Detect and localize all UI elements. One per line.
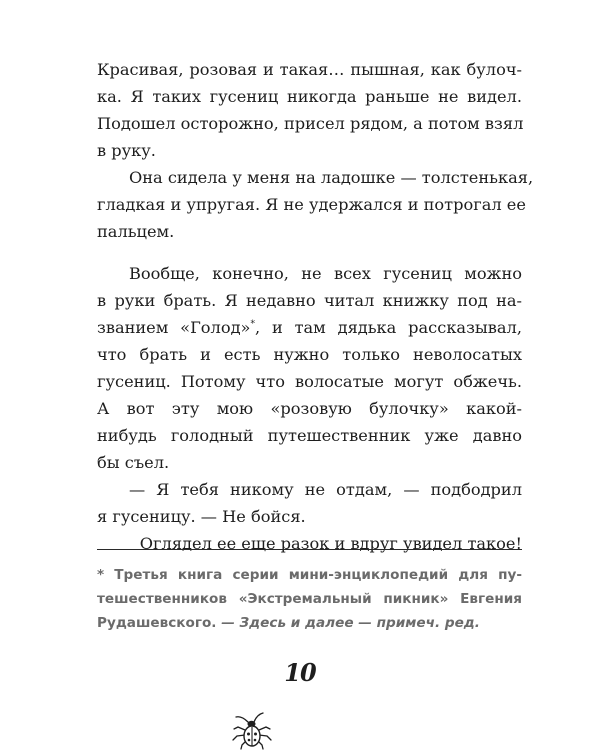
text-fragment: званием «Голод» [97,318,251,337]
text-line: в руки брать. Я недавно читал книжку под на- [97,291,522,310]
footnote-mark: * [250,319,255,330]
text-line: Она сидела у меня на ладошке — толстенькая, [129,168,534,187]
text-line: гусениц. Потому что волосатые могут обжечь. [97,372,522,391]
text-line-with-footnote [97,314,522,341]
dialogue-line: — Я тебя никому не отдам, — подбодрил [129,480,522,499]
footnote-line [97,611,522,635]
beetle-icon [228,710,276,750]
footnote-divider [97,549,522,550]
dialogue-line: я гусеницу. — Не бойся. [97,507,306,526]
text-block-bottom [97,260,522,557]
text-block-top [97,56,534,245]
page-number: 10 [284,658,316,687]
editor-note: — Здесь и далее — примеч. ред. [221,615,480,631]
text-line: пальцем. [97,222,175,241]
text-line: Вообще, конечно, не всех гусениц можно [129,264,522,283]
text-line: гладкая и упругая. Я не удержался и потрогал ее [97,195,526,214]
text-line: ка. Я таких гусениц никогда раньше не видел. [97,87,522,106]
text-line: Оглядел ее еще разок и вдруг увидел такое! [139,534,522,553]
text-line: в руку. [97,141,156,160]
text-line: А вот эту мою «розовую булочку» какой- [97,399,522,418]
text-line: Подошел осторожно, присел рядом, а потом взял [97,114,524,133]
footnote-text: Рудашевского. [97,615,217,631]
text-line: что брать и есть нужно только неволосатых [97,345,522,364]
text-line: бы съел. [97,453,170,472]
text-line: Красивая, розовая и такая… пышная, как булоч- [97,60,522,79]
footnote-line: * Третья книга серии мини-энциклопедий для пу- [97,567,522,583]
text-line: нибудь голодный путешественник уже давно [97,426,522,445]
text-fragment: , и там дядька рассказывал, [254,318,522,337]
footnote [97,563,522,635]
footnote-line: тешественников «Экстремальный пикник» Евгения [97,591,522,607]
